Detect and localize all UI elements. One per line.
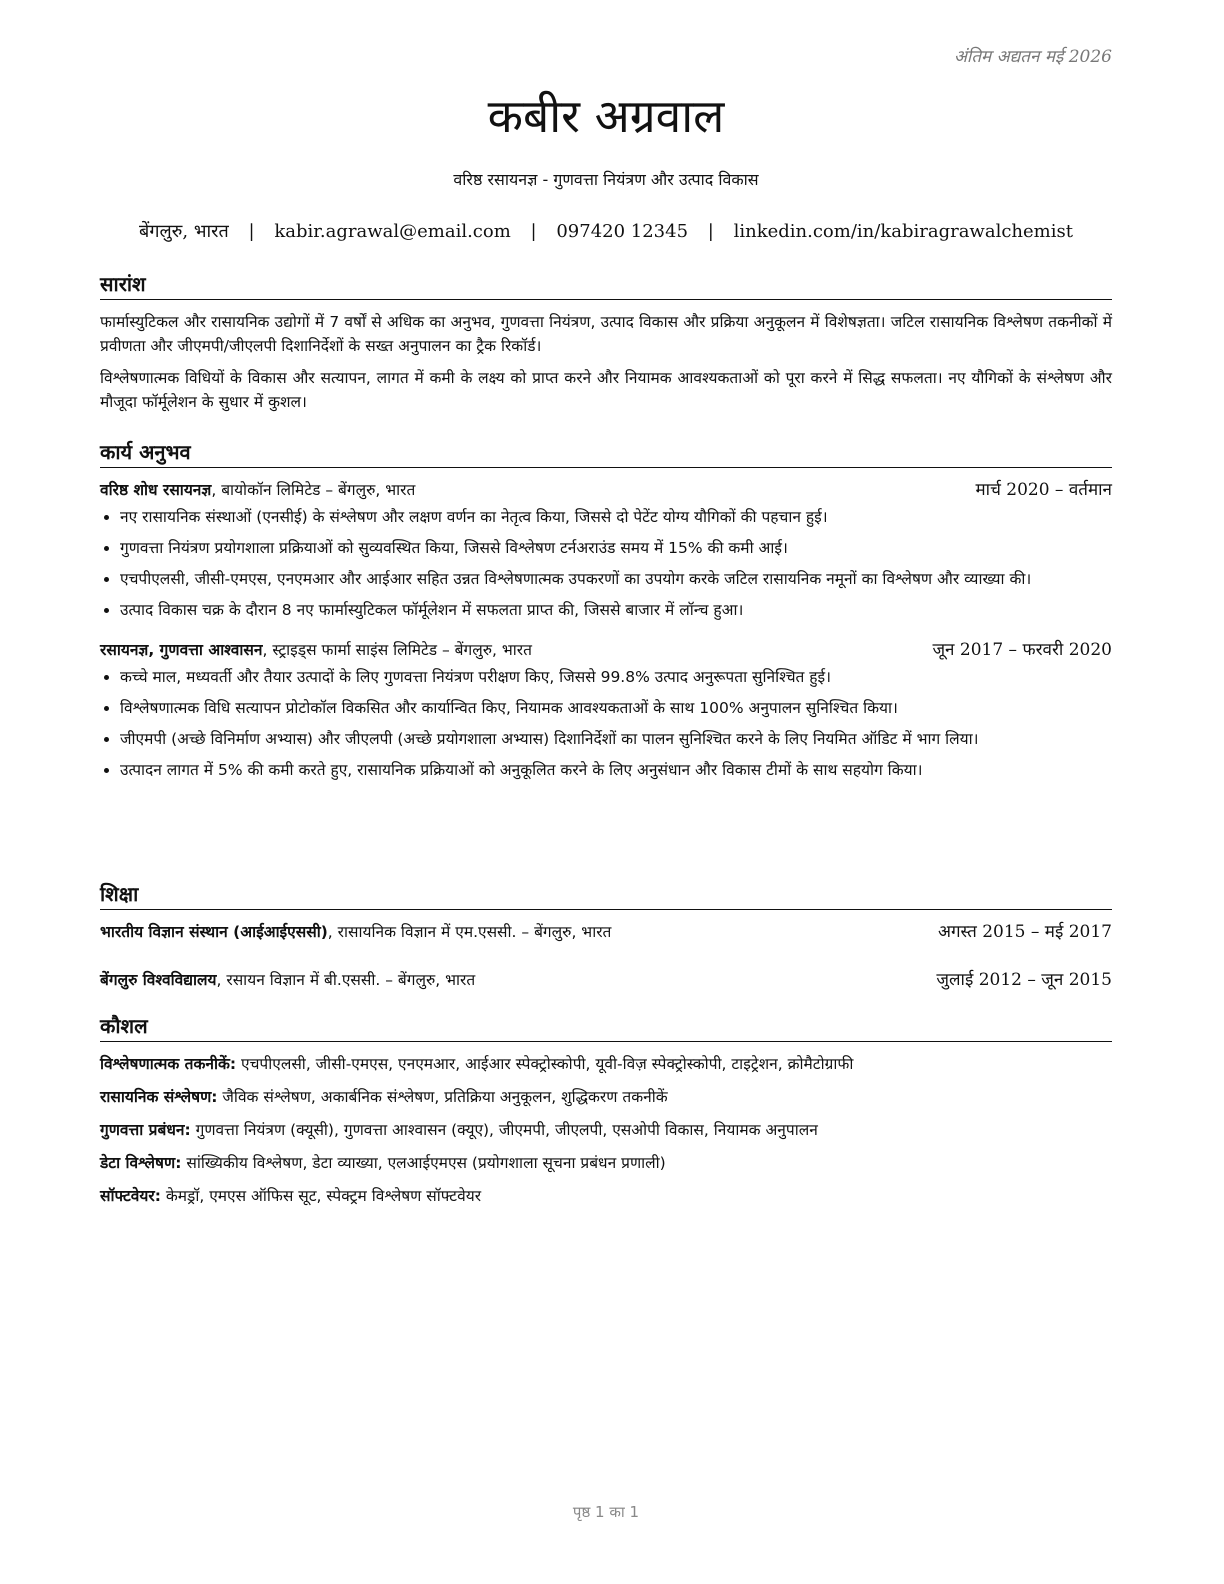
job-bullets	[100, 506, 1112, 622]
contact-separator: |	[707, 221, 714, 242]
education-dates: जुलाई 2012 – जून 2015	[936, 970, 1112, 990]
section-title-skills: कौशल	[100, 1012, 1112, 1042]
section-title-experience: कार्य अनुभव	[100, 438, 1112, 468]
job-bullet: • कच्चे माल, मध्यवर्ती और तैयार उत्पादों के लिए गुणवत्ता नियंत्रण परीक्षण किए, जिससे 99.8% उत्पाद अनुरूपता सुनिश्चित हुई।	[120, 666, 1112, 689]
contact-separator: |	[530, 221, 537, 242]
candidate-name: कबीर अग्रवाल	[487, 89, 725, 143]
page-number: पृष्ठ 1 का 1	[572, 1503, 640, 1521]
job-bullet: • जीएमपी (अच्छे विनिर्माण अभ्यास) और जीएलपी (अच्छे प्रयोगशाला अभ्यास) दिशानिर्देशों का पालन सुनिश्चित करने के लिए नियमित ऑडिट में भाग लिया।	[120, 728, 1112, 751]
skill-value: जैविक संश्लेषण, अकार्बनिक संश्लेषण, प्रतिक्रिया अनुकूलन, शुद्धिकरण तकनीकें	[217, 1088, 668, 1106]
job-org: , स्ट्राइड्स फार्मा साइंस लिमिटेड – बेंगलुरु, भारत	[262, 641, 532, 659]
section-title-summary: सारांश	[100, 270, 1112, 300]
education-school: बेंगलुरु विश्वविद्यालय	[100, 971, 217, 989]
skill-label: विश्लेषणात्मक तकनीकें:	[100, 1055, 237, 1073]
job-role: वरिष्ठ शोध रसायनज्ञ	[100, 481, 212, 499]
contact-linkedin[interactable]: linkedin.com/in/kabiragrawalchemist	[733, 221, 1073, 242]
skill-line	[100, 1184, 1112, 1208]
job-bullet: • नए रासायनिक संस्थाओं (एनसीई) के संश्लेषण और लक्षण वर्णन का नेतृत्व किया, जिससे दो पेटेंट योग्य यौगिकों की पहचान हुई।	[120, 506, 1112, 529]
last-updated-note: अंतिम अद्यतन मई 2026	[953, 47, 1112, 67]
job-org: , बायोकॉन लिमिटेड – बेंगलुरु, भारत	[211, 481, 416, 499]
job-entry	[100, 478, 1112, 622]
skill-line	[100, 1151, 1112, 1175]
education-section	[100, 880, 1112, 992]
candidate-headline: वरिष्ठ रसायनज्ञ - गुणवत्ता नियंत्रण और उत्पाद विकास	[453, 170, 759, 189]
job-bullet: • विश्लेषणात्मक विधि सत्यापन प्रोटोकॉल विकसित और कार्यान्वित किए, नियामक आवश्यकताओं के साथ 100% अनुपालन सुनिश्चित किया।	[120, 697, 1112, 720]
job-role-org	[100, 638, 532, 662]
skill-line	[100, 1052, 1112, 1076]
skill-line	[100, 1085, 1112, 1109]
job-role: रसायनज्ञ, गुणवत्ता आश्वासन	[100, 641, 263, 659]
skill-value: केमड्रॉ, एमएस ऑफिस सूट, स्पेक्ट्रम विश्लेषण सॉफ्टवेयर	[160, 1187, 482, 1205]
skill-line	[100, 1118, 1112, 1142]
education-entry	[100, 968, 1112, 992]
skill-label: रासायनिक संश्लेषण:	[100, 1088, 218, 1106]
skill-label: गुणवत्ता प्रबंधन:	[100, 1121, 191, 1139]
skill-value: एचपीएलसी, जीसी-एमएस, एनएमआर, आईआर स्पेक्ट्रोस्कोपी, यूवी-विज़ स्पेक्ट्रोस्कोपी, टाइट्रेशन, क्रोमैटोग्राफी	[236, 1055, 854, 1073]
skill-label: सॉफ्टवेयर:	[100, 1187, 161, 1205]
skill-label: डेटा विश्लेषण:	[100, 1154, 182, 1172]
education-school-degree	[100, 968, 475, 992]
education-school: भारतीय विज्ञान संस्थान (आईआईएससी)	[100, 923, 328, 941]
contact-line	[100, 219, 1112, 243]
summary-paragraph: विश्लेषणात्मक विधियों के विकास और सत्यापन, लागत में कमी के लक्ष्य को प्राप्त करने और नियामक आवश्यकताओं को पूरा करने में सिद्ध सफलता। नए यौगिकों के संश्लेषण और मौजूदा फॉर्मूलेशन के सुधार में कुशल।	[100, 369, 1112, 411]
skills-section	[100, 1012, 1112, 1217]
section-title-education: शिक्षा	[100, 880, 1112, 910]
job-role-org	[100, 478, 415, 502]
contact-separator: |	[248, 221, 255, 242]
resume-page	[100, 0, 1112, 1584]
job-header	[100, 638, 1112, 662]
job-bullet: • उत्पाद विकास चक्र के दौरान 8 नए फार्मास्युटिकल फॉर्मूलेशन में सफलता प्राप्त की, जिससे बाजार में लॉन्च हुआ।	[120, 599, 1112, 622]
job-bullet: • उत्पादन लागत में 5% की कमी करते हुए, रासायनिक प्रक्रियाओं को अनुकूलित करने के लिए अनुसंधान और विकास टीमों के साथ सहयोग किया।	[120, 759, 1112, 782]
experience-section	[100, 438, 1112, 790]
contact-phone[interactable]: 097420 12345	[556, 221, 689, 242]
job-dates: मार्च 2020 – वर्तमान	[975, 480, 1112, 500]
contact-location: बेंगलुरु, भारत	[139, 221, 229, 242]
job-bullet: • एचपीएलसी, जीसी-एमएस, एनएमआर और आईआर सहित उन्नत विश्लेषणात्मक उपकरणों का उपयोग करके जटिल रासायनिक नमूनों का विश्लेषण और व्याख्या की।	[120, 568, 1112, 591]
job-header	[100, 478, 1112, 502]
summary-section	[100, 270, 1112, 422]
skill-value: गुणवत्ता नियंत्रण (क्यूसी), गुणवत्ता आश्वासन (क्यूए), जीएमपी, जीएलपी, एसओपी विकास, नियामक अनुपालन	[190, 1121, 818, 1139]
job-bullet: • गुणवत्ता नियंत्रण प्रयोगशाला प्रक्रियाओं को सुव्यवस्थित किया, जिससे विश्लेषण टर्नअराउंड समय में 15% की कमी आई।	[120, 537, 1112, 560]
education-detail: , रसायन विज्ञान में बी.एससी. – बेंगलुरु, भारत	[216, 971, 476, 989]
skill-value: सांख्यिकीय विश्लेषण, डेटा व्याख्या, एलआईएमएस (प्रयोगशाला सूचना प्रबंधन प्रणाली)	[181, 1154, 666, 1172]
contact-email[interactable]: kabir.agrawal@email.com	[274, 221, 511, 242]
summary-paragraph: फार्मास्युटिकल और रासायनिक उद्योगों में 7 वर्षों से अधिक का अनुभव, गुणवत्ता नियंत्रण, उत्पाद विकास और प्रक्रिया अनुकूलन में विशेषज्ञता। जटिल रासायनिक विश्लेषण तकनीकों में प्रवीणता और जीएमपी/जीएलपी दिशानिर्देशों के सख्त अनुपालन का ट्रैक रिकॉर्ड।	[100, 313, 1112, 355]
education-entry	[100, 920, 1112, 944]
job-bullets	[100, 666, 1112, 782]
education-detail: , रासायनिक विज्ञान में एम.एससी. – बेंगलुरु, भारत	[327, 923, 612, 941]
education-dates: अगस्त 2015 – मई 2017	[937, 922, 1112, 942]
job-dates: जून 2017 – फरवरी 2020	[932, 640, 1112, 660]
job-entry	[100, 638, 1112, 782]
education-school-degree	[100, 920, 611, 944]
